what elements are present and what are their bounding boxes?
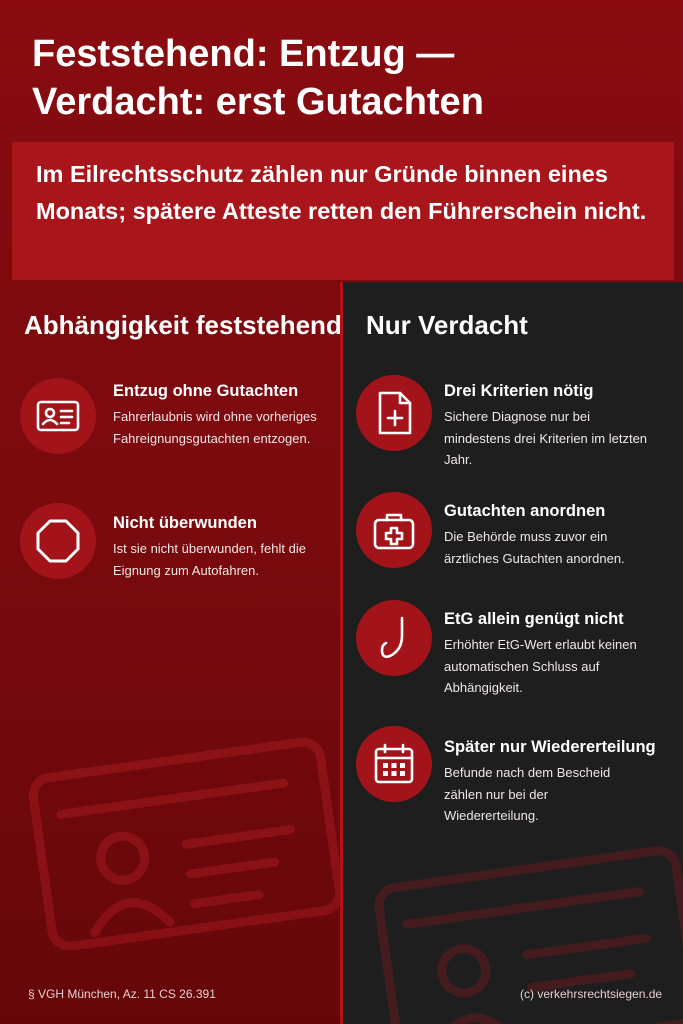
right-column-heading: Nur Verdacht xyxy=(366,310,528,340)
octagon-icon xyxy=(34,517,82,565)
footer-citation: § VGH München, Az. 11 CS 26.391 xyxy=(28,987,216,1001)
left-item-2-desc: Ist sie nicht überwunden, fehlt die Eignung zum Autofahren. xyxy=(113,541,306,578)
right-item-2-title: Gutachten anordnen xyxy=(444,502,606,520)
subtitle-box xyxy=(12,142,674,280)
title-line-1: Feststehend: Entzug — xyxy=(32,33,455,75)
calendar-icon-circle xyxy=(356,726,432,802)
column-divider xyxy=(340,282,343,1024)
left-item-1-title: Entzug ohne Gutachten xyxy=(113,382,299,400)
right-item-1-desc: Sichere Diagnose nur bei mindestens drei Kriterien im letzten Jahr. xyxy=(444,409,648,467)
page-title xyxy=(32,30,652,126)
left-item-2-title: Nicht überwunden xyxy=(113,514,257,532)
right-item-4-title: Später nur Wiedererteilung xyxy=(444,738,656,756)
right-item-3-desc: Erhöhter EtG-Wert erlaubt keinen automatischen Schluss auf Abhängigkeit. xyxy=(444,637,637,695)
id-card-icon-circle xyxy=(20,378,96,454)
medical-kit-icon xyxy=(370,506,418,554)
document-plus-icon-circle xyxy=(356,375,432,451)
right-item-2-desc: Die Behörde muss zuvor ein ärztliches Gutachten anordnen. xyxy=(444,529,625,566)
license-card-watermark-left xyxy=(20,720,340,950)
octagon-icon-circle xyxy=(20,503,96,579)
id-card-icon xyxy=(34,392,82,440)
right-item-4-desc: Befunde nach dem Bescheid zählen nur bei der Wiedererteilung. xyxy=(444,765,611,823)
subtitle: Im Eilrechtsschutz zählen nur Gründe binnen eines Monats; spätere Atteste retten den Führerschein nicht. xyxy=(36,161,647,224)
left-column-heading: Abhängigkeit feststehend xyxy=(24,310,342,340)
title-line-2: Verdacht: erst Gutachten xyxy=(32,81,484,123)
right-item-1-title: Drei Kriterien nötig xyxy=(444,382,594,400)
document-plus-icon xyxy=(370,389,418,437)
calendar-icon xyxy=(370,740,418,788)
footer-copyright: (c) verkehrsrechtsiegen.de xyxy=(520,987,663,1001)
hook-icon-circle xyxy=(356,600,432,676)
medical-kit-icon-circle xyxy=(356,492,432,568)
hook-icon xyxy=(370,614,418,662)
left-item-1-desc: Fahrerlaubnis wird ohne vorheriges Fahreignungsgutachten entzogen. xyxy=(113,409,317,446)
right-item-3-title: EtG allein genügt nicht xyxy=(444,610,624,628)
